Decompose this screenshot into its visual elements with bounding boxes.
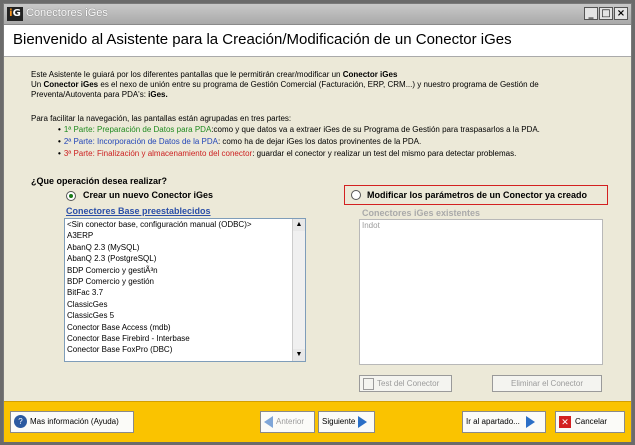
part-1-bullet: • 1ª Parte: Preparación de Datos para PDA:como y que datos va a extraer iGes de su Programa de Gestión para traspasarlos a la PDA. [58,125,540,134]
list-item[interactable]: BDP Comercio y gestiÃ³n [67,265,158,275]
create-connector-label[interactable]: Crear un nuevo Conector iGes [83,190,214,200]
list-item[interactable]: ClassicGes [67,299,108,309]
wizard-content [4,25,631,401]
minimize-button[interactable]: _ [584,7,598,20]
list-item[interactable]: Indot [362,221,380,230]
scroll-down-icon[interactable]: ▼ [293,349,305,361]
intro-line-2: Un Conector iGes es el nexo de unión entre su programa de Gestión Comercial (Facturación, ERP, CRM...) y nuestro programa de Gestión de [31,80,539,89]
test-icon [363,378,374,390]
list-item[interactable]: Conector Base FoxPro (DBC) [67,345,173,355]
list-scrollbar[interactable] [292,219,305,361]
modify-connector-option[interactable] [344,185,608,205]
page-title: Bienvenido al Asistente para la Creación/Modificación de un Conector iGes [13,31,512,48]
window-title: Conectores iGes [26,7,108,19]
wizard-footer [4,401,631,442]
modify-connector-radio[interactable] [351,190,361,200]
help-icon: ? [14,415,27,428]
part-3-bullet: • 3ª Parte: Finalización y almacenamiento del conector: guardar el conector y realizar un test del mismo para detectar problemas. [58,149,517,158]
remove-connector-button[interactable]: Eliminar el Conector [492,375,602,392]
base-connectors-items [65,219,305,356]
wizard-header [4,25,631,57]
list-item[interactable]: BDP Comercio y gestión [67,276,154,286]
app-logo-icon: iG [7,7,23,21]
list-item[interactable]: AbanQ 2.3 (PostgreSQL) [67,254,157,264]
next-button[interactable]: Siguiente [318,411,375,433]
scroll-up-icon[interactable]: ▲ [293,219,305,231]
list-item[interactable]: BitFac 3.7 [67,288,104,298]
list-item[interactable]: ClassicGes 5 [67,311,115,321]
test-connector-button[interactable]: Test del Conector [359,375,452,392]
list-item[interactable]: <Sin conector base, configuración manual (ODBC)> [67,220,252,229]
navigation-note: Para facilitar la navegación, las pantallas están agrupadas en tres partes: [31,114,292,123]
modify-connector-label[interactable]: Modificar los parámetros de un Conector ya creado [367,190,588,200]
create-connector-radio[interactable] [66,191,76,201]
cancel-icon: ✕ [559,416,571,428]
previous-button[interactable]: Anterior [260,411,315,433]
existing-connectors-title: Conectores iGes existentes [362,208,481,218]
intro-line-3: Preventa/Autoventa para PDA's: iGes. [31,90,168,99]
base-connectors-title: Conectores Base preestablecidos [66,206,211,216]
part-2-bullet: • 2ª Parte: Incorporación de Datos de la PDA: como ha de dejar iGes los datos provinentes de la PDA. [58,137,422,146]
arrow-left-icon [264,416,273,428]
base-connectors-list[interactable] [64,218,306,362]
cancel-button[interactable]: ✕ Cancelar [555,411,625,433]
existing-connectors-list[interactable] [359,219,603,365]
main-window [3,3,632,442]
operation-question: ¿Que operación desea realizar? [31,176,168,186]
title-bar [4,4,631,25]
list-item[interactable]: Conector Base Firebird - Interbase [67,333,190,343]
list-item[interactable]: AbanQ 2.3 (MySQL) [67,242,140,252]
list-item[interactable]: A3ERP [67,231,94,241]
skip-arrow-icon [526,416,535,428]
arrow-right-icon [358,416,367,428]
maximize-button[interactable]: □ [599,7,613,20]
list-item[interactable]: Conector Base Access (mdb) [67,322,171,332]
close-button[interactable]: × [614,7,628,20]
go-to-section-button[interactable]: Ir al apartado... [462,411,546,433]
help-button[interactable]: ? Mas información (Ayuda) [10,411,134,433]
intro-line-1: Este Asistente le guiará por los diferentes pantallas que le permitirán crear/modificar un Conector iGes [31,70,398,79]
